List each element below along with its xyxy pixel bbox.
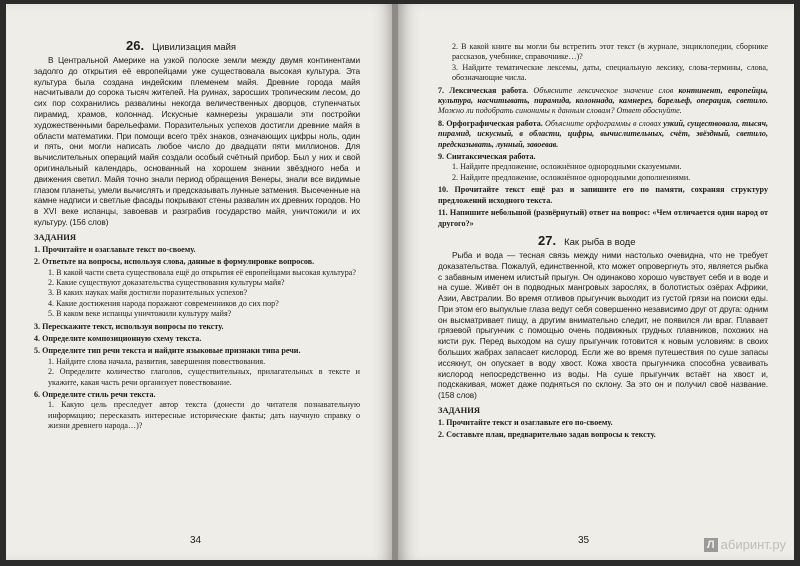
task-item: 2. Ответьте на вопросы, используя слова, данные в формулировке вопросов. [34,257,315,267]
task-words: континент, европейцы, культура, насчитывать, пирамида, колоннада, камнерез, барельеф, операция, светило. [438,85,768,106]
task-sub-item: 1. Найдите слова начала, развития, завершения повествования. [48,356,266,366]
task-sub-item: 3. В каких науках майя достигли поразительных успехов? [48,288,248,298]
task-sub-item: 1. Найдите предложение, осложнённое однородными сказуемыми. [452,162,682,172]
task-item: 6. Определите стиль речи текста. [34,390,156,400]
task-item: 3. Перескажите текст, используя вопросы по тексту. [34,321,224,331]
left-column [34,38,360,432]
task-sub-item: 2. Какие существуют доказательства существования культуры майя? [48,277,285,287]
labirint-watermark [704,537,786,552]
task-11: 11. Напишите небольшой (развёрнутый) ответ на вопрос: «Чем отличается один народ от другого?» [438,208,768,228]
tasks-heading: ЗАДАНИЯ [438,405,480,416]
task-sub-item: 5. В каком веке испанцы уничтожили культуру майя? [48,309,232,319]
task-sub-item: 1. В какой части света существовала ещё до открытия её европейцами высокая культура? [48,267,356,277]
task-sub-item: 2. В какой книге вы могли бы встретить этот текст (в журнале, энциклопедии, сборнике рассказов, учебнике, справочнике…)? [452,42,768,62]
left-page [6,4,394,560]
right-page [398,4,794,560]
tasks-list [34,245,360,432]
task-syntax: 9. Синтаксическая работа. [438,152,536,162]
page-number: 35 [578,535,590,546]
lesson-text: Рыба и вода — тесная связь между ними настолько очевидна, что не требует доказательства. Пожалуй, единственной, кто может опровергнуть это, является рыбка с забавным именем илистый прыгун. Он одинаково хорошо чувствует себя и в воде и на суше. Живёт он в подводных мангровых зарослях, в болотистых озёрах Африки, Азии, Австралии. Во время отливов прыгунчик выходит из густой грязи на поиски еды. При этом его выпуклые глаза ведут себя совершенно независимо друг от друга: одним он высматривает пищу, а другим внимательно следит, не появился ли враг. Плавает грязевой прыгунчик с помощью очень подвижных грудных плавников, похожих на кисти рук. Перед выходом на сушу прыгунчик готовится к новым условиям: в своих больших жабрах запасает кислород. Если же во время путешествия по суше запасы иссякнут, он опускает в воду хвост. Кожа хвоста прыгунчика способна усваивать кислород непосредственно из воды. На суше прыгунчик встаёт на хвост и, подскакивая, может даже подняться по склону. За это он и получил своё название. (158 слов) [438,249,768,401]
lesson-title: Как рыба в воде [564,236,636,248]
task-sub-item: 1. Какую цель преследует автор текста (донести до читателя познавательную информацию; пересказать интересные исторические факты; дать научную справку о жизни древнего народа…)? [48,400,360,431]
task-sub-item: 4. Какие достижения народа поражают современников до сих пор? [48,298,279,308]
lesson-27-heading [538,233,768,248]
task-item: 2. Составьте план, предварительно задав вопросы к тексту. [438,430,656,440]
task-words: узкий, существовала, тысяч, пирамид, искусный, в области, цифры, вычислительных, счёт, звёздный, светило, предсказывать, лунный, завоевав. [438,118,769,149]
task-instruction: Объясните лексическое значение слов [533,85,674,95]
task-10: 10. Прочитайте текст ещё раз и запишите его по памяти, сохраняя структуру предложений исходного текста. [438,185,768,205]
book-spread [6,4,794,560]
task-item: 4. Определите композиционную схему текста. [34,334,202,343]
watermark-text: абиринт.ру [720,537,786,552]
task-sub-item: 2. Определите количество глаголов, существительных, прилагательных в тексте и укажите, какая часть речи организует повествование. [48,367,360,387]
lesson-text: В Центральной Америке на узкой полоске земли между двумя континентами задолго до открытия её европейцами уже существовала высокая культура. Эта культура была создана индейским племенем майя. Древние города майя насчитывали до сорока тысяч жителей. На руинах, заросших тропическим лесом, до сих пор сохранились развалины некогда величественных дворцов, ступенчатых пирамид, храмов, колоннад. Искусные камнерезы украшали эти постройки художественными барельефами. Поразительных успехов достигли древние майя в области математики. При помощи всего трёх знаков, означающих цифры ноль, один и пять, они могли написать любое число до двадцати пяти миллионов. Для вычислительных операций майя создали особый счётный прибор. Был у них и свой оригинальный календарь, основанный на хорошем знании звёздного неба и движения светил. Майя точно знали период обращения Венеры, знали все видимые глазом планеты, умели вычислять и предсказывать лунные затмения. Высеченные на камне надписи и светлые фасады покрывают стены развалин их древних городов. Но в XVI веке испанцы, завоевав и разграбив государство майя, уничтожили и их культуру. (156 слов) [34,55,360,227]
right-column [438,42,768,441]
task-orthography [438,119,768,150]
task-item: 1. Прочитайте и озаглавьте текст по-своему. [34,244,196,254]
task-sub-item: 3. Найдите тематические лексемы, даты, специальную лексику, слова-термины, слова, обозначающие числа. [452,62,768,83]
task-instruction: Объясните орфограммы в словах [544,118,662,128]
lesson-number: 26. [126,38,145,53]
watermark-logo-letter: Л [704,538,718,552]
lesson-title: Цивилизация майя [152,42,237,53]
task-label: 7. Лексическая работа. [438,85,529,95]
lesson-number: 27. [538,232,557,248]
task-item: 5. Определите тип речи текста и найдите языковые признаки типа речи. [34,346,301,356]
page-number: 34 [190,535,202,546]
task-lexical [438,86,768,117]
task-sub-item: 2. Найдите предложение, осложнённое однородными дополнениями. [452,172,691,182]
tasks-heading: ЗАДАНИЯ [34,231,76,242]
task-label: 8. Орфографическая работа. [438,118,543,128]
task-item: 1. Прочитайте текст и озаглавьте его по-своему. [438,418,613,428]
lesson-26-heading [126,38,360,53]
task-tail: Можно ли подобрать синонимы к данным словам? Ответ обоснуйте. [438,106,682,116]
